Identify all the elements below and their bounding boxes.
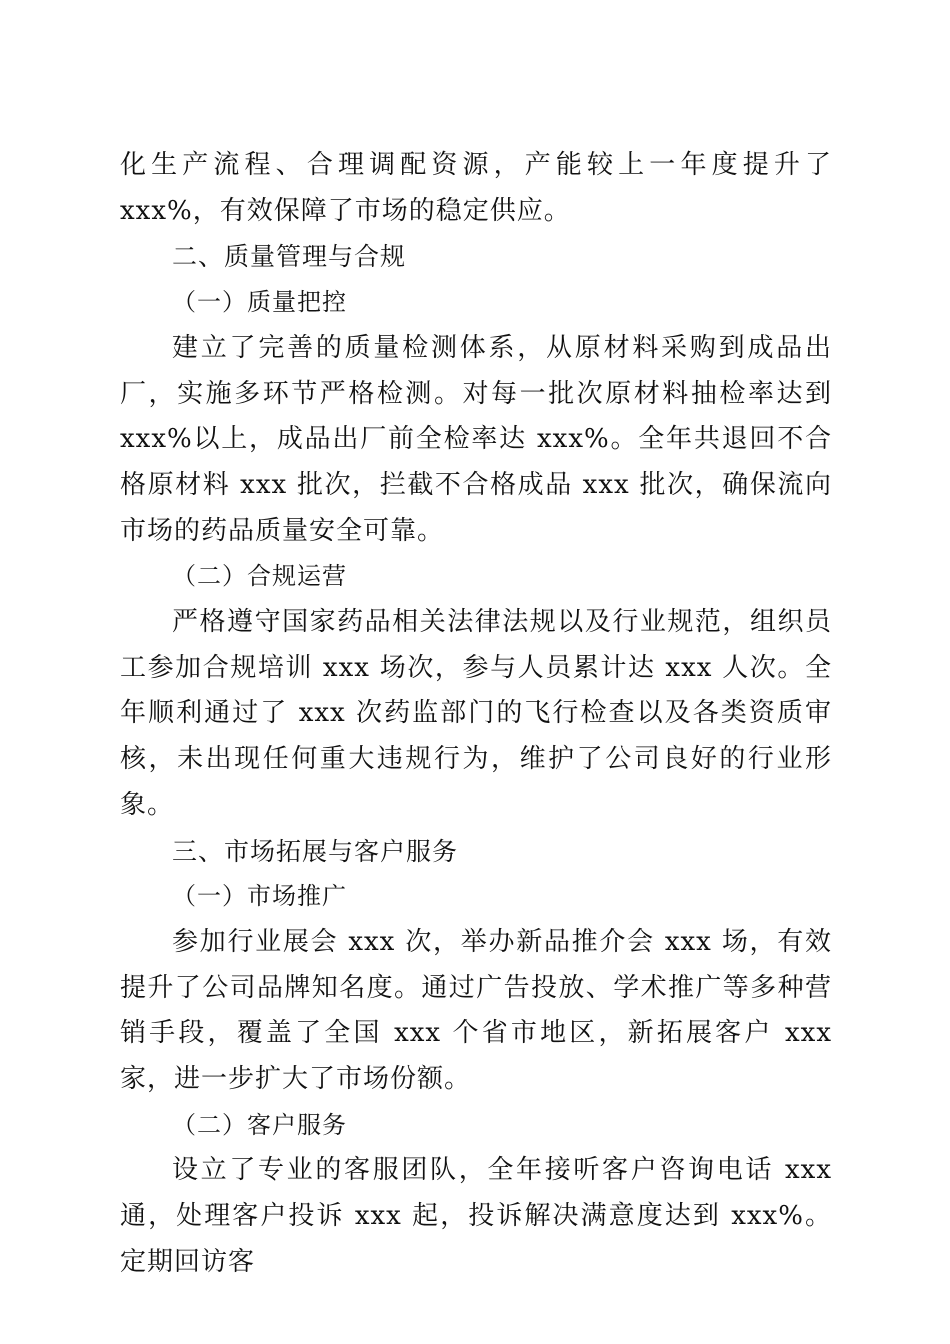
- section-heading-market-customer: 三、市场拓展与客户服务: [172, 836, 459, 866]
- subsection-heading-quality-control: （一）质量把控: [172, 288, 347, 317]
- subsection-heading-market-promotion: （一）市场推广: [172, 882, 347, 911]
- document-body: [120, 143, 832, 1286]
- paragraph-quality-control: 建立了完善的质量检测体系，从原材料采购到成品出厂，实施多环节严格检测。对每一批次原材料抽检率达到 xxx%以上，成品出厂前全检率达 xxx%。全年共退回不合格原材料 xxx 批次，拦截不合格成品 xxx 批次，确保流向市场的药品质量安全可靠。: [120, 332, 832, 546]
- paragraph-compliance-operations: 严格遵守国家药品相关法律法规以及行业规范，组织员工参加合规培训 xxx 场次，参与人员累计达 xxx 人次。全年顺利通过了 xxx 次药监部门的飞行检查以及各类资质审核，未出现任何重大违规行为，维护了公司良好的行业形象。: [120, 607, 832, 820]
- section-heading-quality-compliance: 二、质量管理与合规: [172, 242, 407, 272]
- paragraph-market-promotion: 参加行业展会 xxx 次，举办新品推介会 xxx 场，有效提升了公司品牌知名度。通过广告投放、学术推广等多种营销手段，覆盖了全国 xxx 个省市地区，新拓展客户 xxx 家，进一步扩大了市场份额。: [120, 926, 832, 1095]
- paragraph-production-capacity: 化生产流程、合理调配资源，产能较上一年度提升了 xxx%，有效保障了市场的稳定供应。: [120, 150, 832, 226]
- paragraph-customer-service: 设立了专业的客服团队，全年接听客户咨询电话 xxx 通，处理客户投诉 xxx 起，投诉解决满意度达到 xxx%。定期回访客: [120, 1155, 832, 1277]
- subsection-heading-customer-service: （二）客户服务: [172, 1110, 347, 1139]
- subsection-heading-compliance-operations: （二）合规运营: [172, 562, 347, 591]
